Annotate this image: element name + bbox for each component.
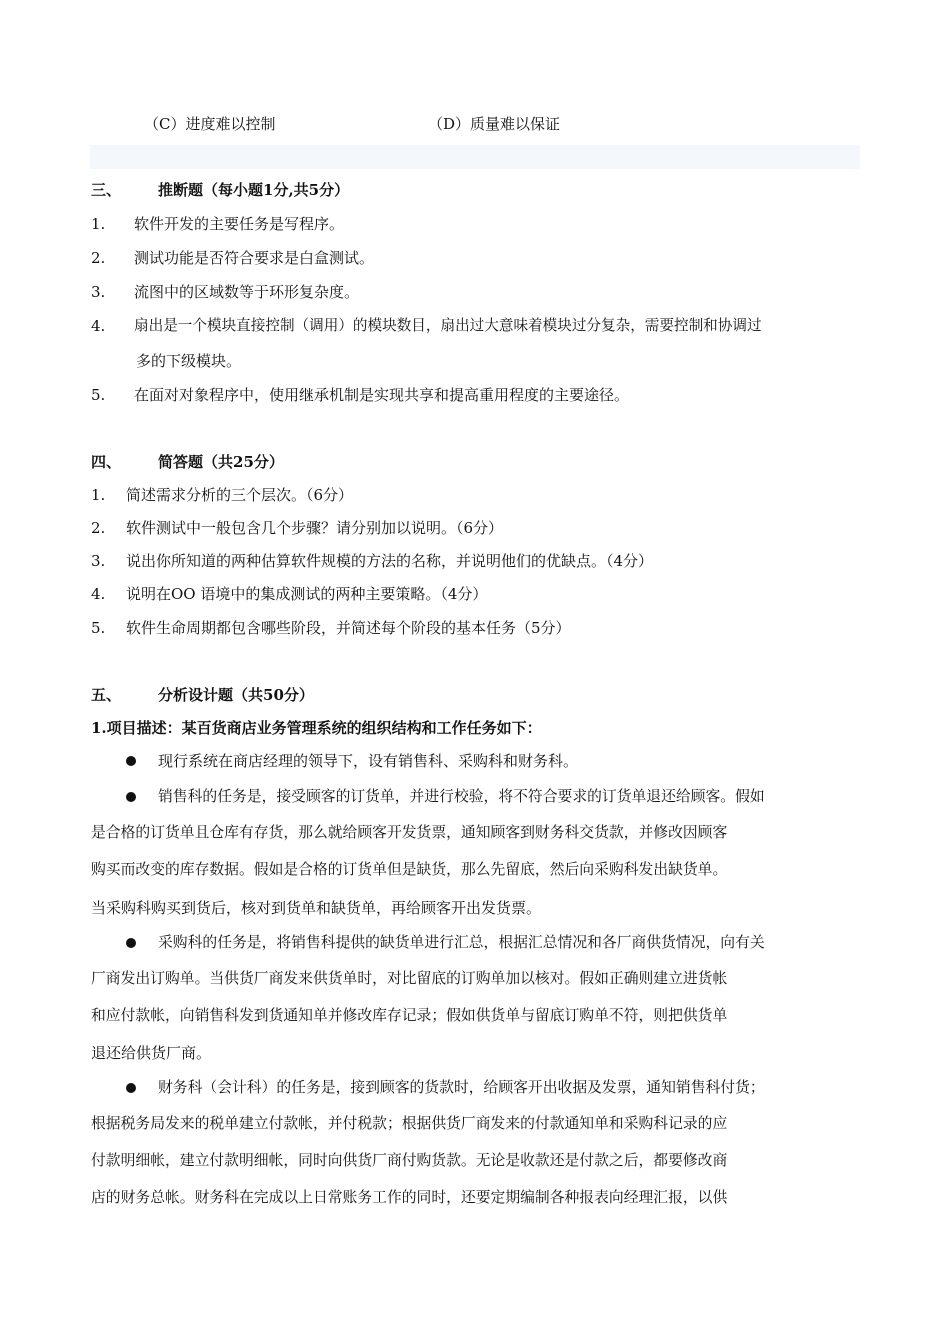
section4-item1-text: 简述需求分析的三个层次。（6分） (126, 486, 354, 504)
section5-number: 五、 (91, 686, 122, 704)
section3-item3-number: 3. (91, 283, 106, 301)
section3-item1-text: 软件开发的主要任务是写程序。 (134, 215, 345, 233)
bullet4-line4: 店的财务总帐。财务科在完成以上日常账务工作的同时，还要定期编制各种报表向经理汇报，以供 (91, 1189, 728, 1206)
bullet-dot (126, 1083, 136, 1093)
section5-title: 分析设计题（共50分） (158, 686, 314, 704)
section3-item5-number: 5. (91, 386, 106, 404)
section3-title: 推断题（每小题1分,共5分） (158, 181, 350, 199)
section3-number: 三、 (91, 181, 122, 199)
section3-item4-continuation: 多的下级模块。 (136, 352, 242, 370)
section3-item1-number: 1. (91, 215, 106, 233)
bullet4-line2: 根据税务局发来的税单建立付款帐，并付税款；根据供货厂商发来的付款通知单和采购科记录的应 (91, 1115, 728, 1132)
option-c: （C）进度难以控制 (144, 115, 276, 133)
bullet-dot (126, 792, 136, 802)
section3-item4-text: 扇出是一个模块直接控制（调用）的模块数目，扇出过大意味着模块过分复杂，需要控制和协调过 (134, 317, 762, 334)
section4-item5-text: 软件生命周期都包含哪些阶段，并简述每个阶段的基本任务（5分） (126, 619, 571, 637)
shaded-band (90, 145, 860, 169)
section4-number: 四、 (91, 453, 122, 471)
option-d: （D）质量难以保证 (428, 115, 561, 133)
bullet1-line1: 现行系统在商店经理的领导下，设有销售科、采购科和财务科。 (158, 752, 579, 770)
section3-item5-text: 在面对对象程序中，使用继承机制是实现共享和提高重用程度的主要途径。 (134, 386, 630, 404)
bullet2-line1: 销售科的任务是，接受顾客的订货单，并进行校验，将不符合要求的订货单退还给顾客。假如 (158, 788, 765, 805)
section3-item2-text: 测试功能是否符合要求是白盒测试。 (134, 249, 375, 267)
section4-item2-number: 2. (91, 519, 106, 537)
section4-item1-number: 1. (91, 486, 106, 504)
bullet-dot (126, 938, 136, 948)
bullet3-line3: 和应付款帐，向销售科发到货通知单并修改库存记录；假如供货单与留底订购单不符，则把供货单 (91, 1007, 728, 1024)
bullet2-line4: 当采购科购买到货后，核对到货单和缺货单，再给顾客开出发货票。 (91, 899, 542, 917)
section4-item3-number: 3. (91, 552, 106, 570)
section4-item2-text: 软件测试中一般包含几个步骤？请分别加以说明。（6分） (126, 519, 504, 537)
section3-item3-text: 流图中的区域数等于环形复杂度。 (134, 283, 360, 301)
bullet2-line3: 购买而改变的库存数据。假如是合格的订货单但是缺货，那么先留底，然后向采购科发出缺货单。 (91, 861, 728, 878)
section3-item4-number: 4. (91, 317, 106, 335)
bullet-dot (126, 756, 136, 766)
section4-item3-text: 说出你所知道的两种估算软件规模的方法的名称，并说明他们的优缺点。（4分） (126, 552, 654, 570)
bullet3-line1: 采购科的任务是，将销售科提供的缺货单进行汇总，根据汇总情况和各厂商供货情况，向有关 (158, 934, 765, 951)
bullet3-line4: 退还给供货厂商。 (91, 1044, 212, 1062)
section3-item2-number: 2. (91, 249, 106, 267)
bullet4-line1: 财务科（会计科）的任务是，接到顾客的货款时，给顾客开出收据及发票，通知销售科付货； (158, 1079, 765, 1096)
bullet2-line2: 是合格的订货单且仓库有存货，那么就给顾客开发货票，通知顾客到财务科交货款，并修改因顾客 (91, 824, 728, 841)
section4-title: 简答题（共25分） (158, 453, 284, 471)
bullet4-line3: 付款明细帐，建立付款明细帐，同时向供货厂商付购货款。无论是收款还是付款之后，都要修改商 (91, 1152, 728, 1169)
section4-item5-number: 5. (91, 619, 106, 637)
section4-item4-text: 说明在OO 语境中的集成测试的两种主要策略。（4分） (126, 585, 488, 603)
bullet3-line2: 厂商发出订购单。当供货厂商发来供货单时，对比留底的订购单加以核对。假如正确则建立进货帐 (91, 970, 728, 987)
project-description-heading: 1.项目描述：某百货商店业务管理系统的组织结构和工作任务如下： (91, 719, 542, 737)
section4-item4-number: 4. (91, 585, 106, 603)
